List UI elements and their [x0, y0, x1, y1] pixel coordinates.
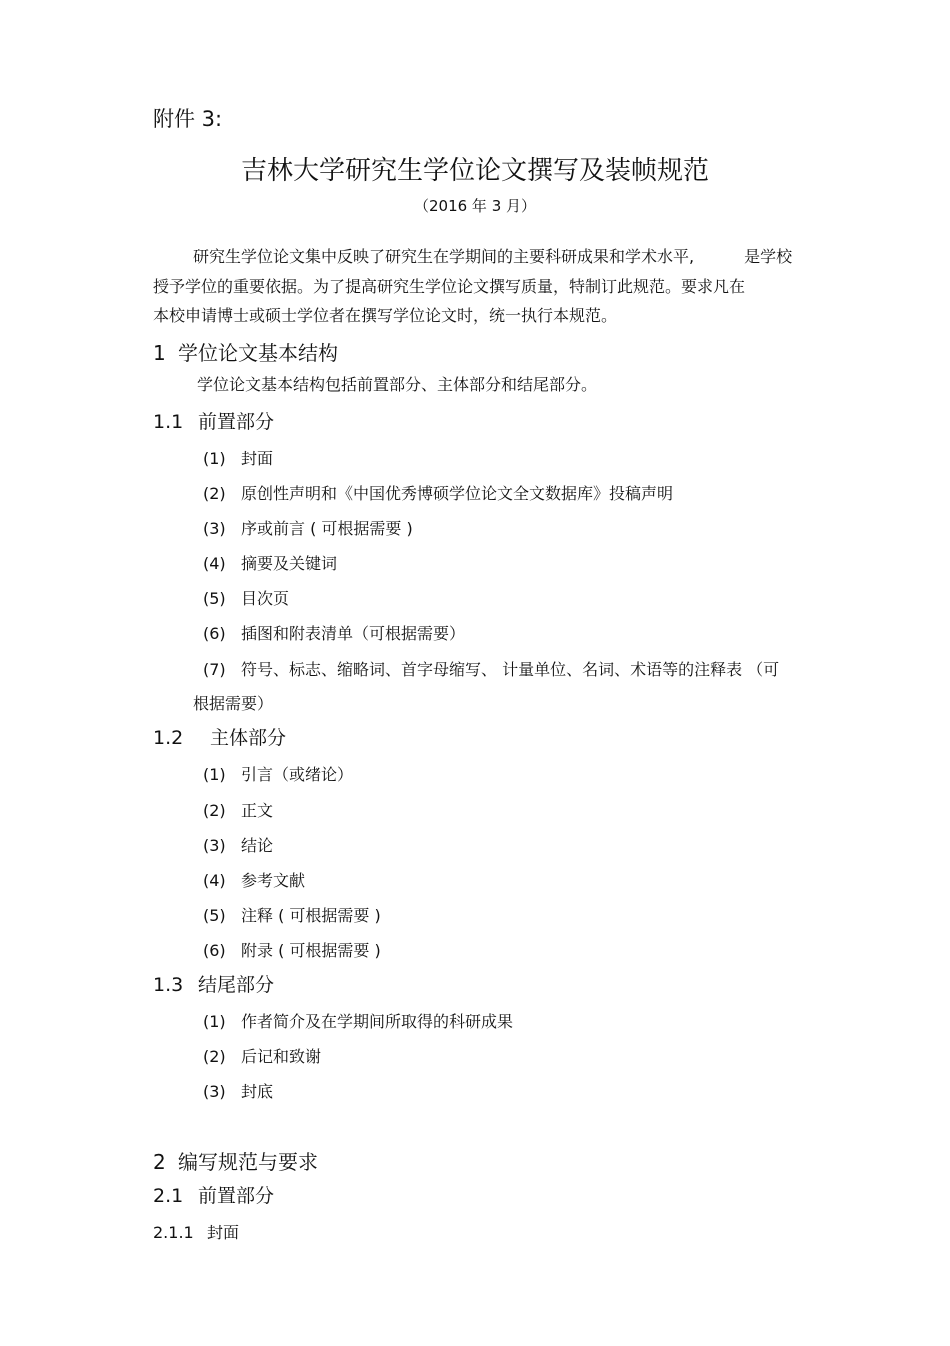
- section-number: 2.1: [153, 1185, 184, 1207]
- section-title: 封面: [207, 1223, 240, 1242]
- section-1-3-heading: [153, 970, 274, 997]
- list-item: (5) 目次页: [203, 589, 290, 608]
- list-item: (1) 作者简介及在学期间所取得的科研成果: [203, 1012, 514, 1031]
- list-item: (1) 封面: [203, 449, 274, 468]
- list-item: (5) 注释 ( 可根据需要 ): [203, 906, 381, 925]
- section-title: 编写规范与要求: [178, 1150, 318, 1174]
- section-title: 结尾部分: [198, 974, 275, 996]
- section-title: 前置部分: [198, 1185, 275, 1207]
- list-item: (6) 附录 ( 可根据需要 ): [203, 941, 381, 960]
- intro-line-1: [193, 247, 855, 267]
- list-item: (2) 正文: [203, 801, 274, 820]
- list-item: (4) 摘要及关键词: [203, 554, 338, 573]
- attachment-label: 附件 3:: [153, 107, 223, 131]
- intro-line-1b: 是学校: [744, 247, 793, 266]
- list-item: (2) 原创性声明和《中国优秀博硕学位论文全文数据库》投稿声明: [203, 484, 674, 503]
- section-1-2-heading: [153, 723, 286, 750]
- list-item: (6) 插图和附表清单（可根据需要）: [203, 624, 466, 643]
- intro-line-3: 本校申请博士或硕士学位者在撰写学位论文时，统一执行本规范。: [153, 306, 618, 325]
- section-title: 学位论文基本结构: [178, 341, 338, 365]
- section-title: 主体部分: [210, 727, 287, 749]
- section-1-1-heading: [153, 407, 274, 434]
- list-item: (4) 参考文献: [203, 871, 306, 890]
- section-number: 1.1: [153, 411, 184, 433]
- section-number: 2.1.1: [153, 1223, 194, 1242]
- list-item: (3) 序或前言 ( 可根据需要 ): [203, 519, 413, 538]
- document-title: 吉林大学研究生学位论文撰写及装帧规范: [240, 156, 709, 186]
- intro-line-1a: 研究生学位论文集中反映了研究生在学期间的主要科研成果和学术水平,: [193, 247, 695, 266]
- section-2-heading: [153, 1146, 318, 1175]
- section-2-1-heading: [153, 1181, 274, 1208]
- list-item: (2) 后记和致谢: [203, 1047, 322, 1066]
- section-number: 1.2: [153, 727, 184, 749]
- intro-line-2: 授予学位的重要依据。为了提高研究生学位论文撰写质量，特制订此规范。要求凡在: [153, 277, 746, 296]
- section-1-description: 学位论文基本结构包括前置部分、主体部分和结尾部分。: [197, 375, 598, 394]
- list-item-continuation: 根据需要）: [193, 694, 274, 713]
- section-number: 2: [153, 1150, 166, 1174]
- list-item: (1) 引言（或绪论）: [203, 765, 354, 784]
- section-number: 1.3: [153, 974, 184, 996]
- list-item: (3) 封底: [203, 1082, 274, 1101]
- section-number: 1: [153, 341, 166, 365]
- section-2-1-1-heading: [153, 1220, 239, 1243]
- list-item: (3) 结论: [203, 836, 274, 855]
- section-title: 前置部分: [198, 411, 275, 433]
- document-date: （2016 年 3 月）: [413, 197, 537, 215]
- section-1-heading: [153, 337, 338, 366]
- list-item: (7) 符号、标志、缩略词、首字母缩写、 计量单位、名词、术语等的注释表 （可: [203, 660, 780, 679]
